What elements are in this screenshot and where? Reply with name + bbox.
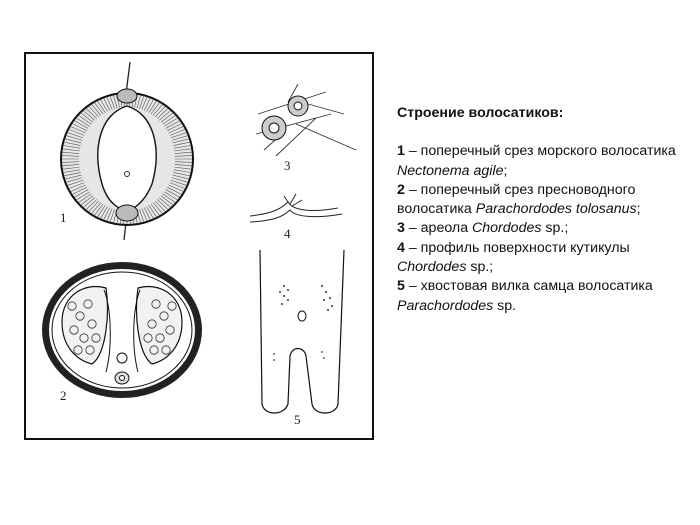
caption-title: Строение волосатиков: <box>397 105 564 121</box>
figure-3-areola <box>256 84 356 156</box>
caption-item-number: 5 <box>397 278 405 295</box>
caption-item-2 <box>397 181 687 220</box>
figure-1-cross-section <box>61 62 193 240</box>
caption-item-number: 1 <box>397 143 405 160</box>
caption-item-1 <box>397 142 687 181</box>
figure-frame <box>24 52 374 440</box>
caption-item-text: – хвостовая вилка самца волосатика <box>404 278 653 295</box>
caption-item-species: Chordodes <box>397 259 467 276</box>
figure-label-2: 2 <box>60 388 67 403</box>
caption-item-text: – ареола <box>404 220 473 237</box>
caption-item-number: 2 <box>397 181 405 198</box>
caption-item-number: 4 <box>397 239 405 256</box>
caption-item-tail: sp. <box>493 297 517 314</box>
caption-item-3 <box>397 219 687 238</box>
caption-item-text: – поперечный срез морского волосатика <box>404 143 676 160</box>
caption-item-tail: sp.; <box>541 220 569 237</box>
caption-item-species: Chordodes <box>472 220 542 237</box>
figure-2-cross-section <box>42 262 202 398</box>
caption-item-tail: sp.; <box>466 259 494 276</box>
caption-item-text: – профиль поверхности кутикулы <box>404 239 630 256</box>
caption-item-5 <box>397 277 687 316</box>
caption-item-4 <box>397 239 687 278</box>
caption-item-tail: ; <box>503 162 508 179</box>
caption-item-species: Parachordodes <box>397 297 494 314</box>
hairworm-illustration <box>26 54 372 438</box>
figure-label-4: 4 <box>284 226 291 241</box>
caption-item-species: Parachordodes tolosanus <box>475 201 637 218</box>
figure-label-5: 5 <box>294 412 301 427</box>
figure-label-1: 1 <box>60 210 67 225</box>
caption-item-text: – поперечный срез пресноводного волосатика <box>397 181 636 218</box>
figure-4-cuticle-profile <box>250 194 342 222</box>
caption-item-species: Nectonema agile <box>397 162 504 179</box>
figure-label-3: 3 <box>284 158 291 173</box>
figure-5-tail-fork <box>260 250 344 413</box>
caption <box>397 104 687 316</box>
caption-item-tail: ; <box>636 201 641 218</box>
caption-item-number: 3 <box>397 220 405 237</box>
